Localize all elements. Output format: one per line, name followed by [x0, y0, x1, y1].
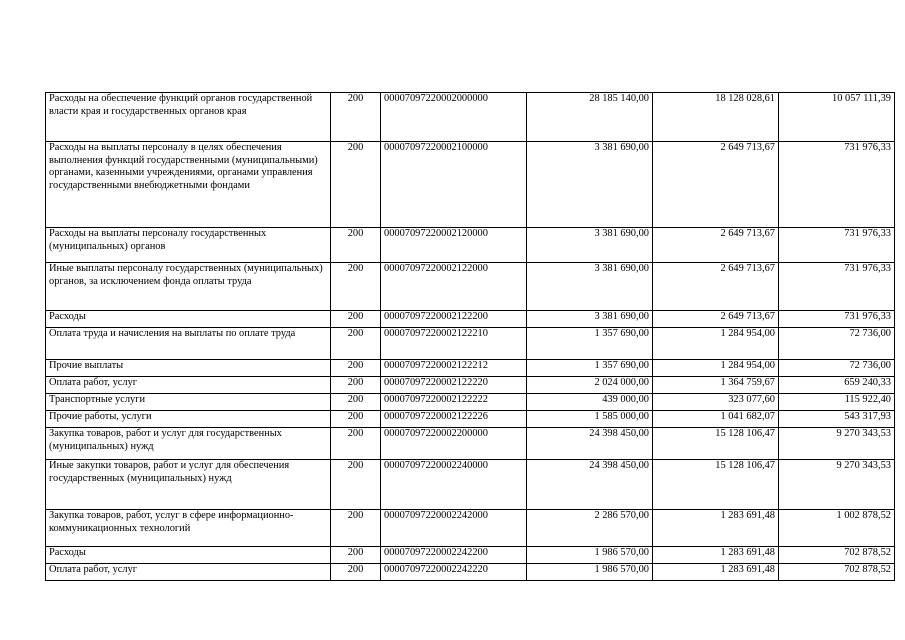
budget-code-cell: 00007097220002200000 [381, 428, 527, 460]
approved-amount-cell: 3 381 690,00 [527, 228, 653, 263]
approved-amount-cell: 439 000,00 [527, 394, 653, 411]
executed-amount-cell: 18 128 028,61 [653, 93, 779, 142]
line-code-cell: 200 [331, 460, 381, 510]
executed-amount-cell: 2 649 713,67 [653, 311, 779, 328]
line-code-cell: 200 [331, 564, 381, 581]
table-row [46, 360, 895, 377]
line-code-cell: 200 [331, 328, 381, 360]
table-row [46, 311, 895, 328]
unexecuted-amount-cell: 731 976,33 [779, 142, 895, 228]
executed-amount-cell: 15 128 106,47 [653, 460, 779, 510]
table-row [46, 228, 895, 263]
approved-amount-cell: 24 398 450,00 [527, 428, 653, 460]
expense-name-cell: Расходы на выплаты персоналу государственных (муниципальных) органов [46, 228, 331, 263]
approved-amount-cell: 2 286 570,00 [527, 510, 653, 547]
executed-amount-cell: 1 283 691,48 [653, 564, 779, 581]
budget-code-cell: 00007097220002000000 [381, 93, 527, 142]
table-row [46, 547, 895, 564]
expense-name-cell: Закупка товаров, работ, услуг в сфере информационно-коммуникационных технологий [46, 510, 331, 547]
executed-amount-cell: 15 128 106,47 [653, 428, 779, 460]
budget-code-cell: 00007097220002120000 [381, 228, 527, 263]
expense-name-cell: Расходы [46, 547, 331, 564]
expense-name-cell: Оплата работ, услуг [46, 564, 331, 581]
budget-code-cell: 00007097220002242000 [381, 510, 527, 547]
expense-name-cell: Прочие выплаты [46, 360, 331, 377]
expense-name-cell: Расходы на выплаты персоналу в целях обеспечения выполнения функций государственными (муниципальными) органами, казенными учреждениями, органами управления государственными внебюджетными фондами [46, 142, 331, 228]
approved-amount-cell: 28 185 140,00 [527, 93, 653, 142]
approved-amount-cell: 24 398 450,00 [527, 460, 653, 510]
executed-amount-cell: 1 284 954,00 [653, 328, 779, 360]
unexecuted-amount-cell: 702 878,52 [779, 564, 895, 581]
table-row [46, 394, 895, 411]
table-row [46, 564, 895, 581]
unexecuted-amount-cell: 659 240,33 [779, 377, 895, 394]
expense-name-cell: Оплата работ, услуг [46, 377, 331, 394]
unexecuted-amount-cell: 10 057 111,39 [779, 93, 895, 142]
budget-code-cell: 00007097220002122220 [381, 377, 527, 394]
table-body [46, 93, 895, 581]
line-code-cell: 200 [331, 377, 381, 394]
expense-name-cell: Закупка товаров, работ и услуг для государственных (муниципальных) нужд [46, 428, 331, 460]
budget-execution-table [45, 92, 895, 581]
unexecuted-amount-cell: 9 270 343,53 [779, 428, 895, 460]
unexecuted-amount-cell: 731 976,33 [779, 311, 895, 328]
budget-code-cell: 00007097220002100000 [381, 142, 527, 228]
approved-amount-cell: 3 381 690,00 [527, 142, 653, 228]
unexecuted-amount-cell: 72 736,00 [779, 360, 895, 377]
unexecuted-amount-cell: 731 976,33 [779, 228, 895, 263]
executed-amount-cell: 323 077,60 [653, 394, 779, 411]
table-row [46, 460, 895, 510]
line-code-cell: 200 [331, 311, 381, 328]
executed-amount-cell: 1 364 759,67 [653, 377, 779, 394]
table-row [46, 142, 895, 228]
table-row [46, 510, 895, 547]
expense-name-cell: Расходы на обеспечение функций органов государственной власти края и государственных органов края [46, 93, 331, 142]
executed-amount-cell: 1 283 691,48 [653, 547, 779, 564]
unexecuted-amount-cell: 9 270 343,53 [779, 460, 895, 510]
unexecuted-amount-cell: 72 736,00 [779, 328, 895, 360]
executed-amount-cell: 1 283 691,48 [653, 510, 779, 547]
table-row [46, 428, 895, 460]
approved-amount-cell: 1 986 570,00 [527, 564, 653, 581]
line-code-cell: 200 [331, 142, 381, 228]
table-row [46, 263, 895, 311]
unexecuted-amount-cell: 1 002 878,52 [779, 510, 895, 547]
table-row [46, 411, 895, 428]
budget-code-cell: 00007097220002242220 [381, 564, 527, 581]
executed-amount-cell: 2 649 713,67 [653, 263, 779, 311]
executed-amount-cell: 2 649 713,67 [653, 142, 779, 228]
expense-name-cell: Иные закупки товаров, работ и услуг для обеспечения государственных (муниципальных) нужд [46, 460, 331, 510]
budget-code-cell: 00007097220002122210 [381, 328, 527, 360]
approved-amount-cell: 2 024 000,00 [527, 377, 653, 394]
budget-code-cell: 00007097220002122000 [381, 263, 527, 311]
budget-code-cell: 00007097220002240000 [381, 460, 527, 510]
expense-name-cell: Расходы [46, 311, 331, 328]
line-code-cell: 200 [331, 228, 381, 263]
unexecuted-amount-cell: 115 922,40 [779, 394, 895, 411]
line-code-cell: 200 [331, 394, 381, 411]
approved-amount-cell: 1 585 000,00 [527, 411, 653, 428]
approved-amount-cell: 3 381 690,00 [527, 263, 653, 311]
executed-amount-cell: 1 284 954,00 [653, 360, 779, 377]
line-code-cell: 200 [331, 428, 381, 460]
line-code-cell: 200 [331, 263, 381, 311]
unexecuted-amount-cell: 731 976,33 [779, 263, 895, 311]
line-code-cell: 200 [331, 93, 381, 142]
budget-code-cell: 00007097220002242200 [381, 547, 527, 564]
expense-name-cell: Прочие работы, услуги [46, 411, 331, 428]
approved-amount-cell: 1 357 690,00 [527, 328, 653, 360]
approved-amount-cell: 3 381 690,00 [527, 311, 653, 328]
budget-code-cell: 00007097220002122212 [381, 360, 527, 377]
executed-amount-cell: 2 649 713,67 [653, 228, 779, 263]
budget-code-cell: 00007097220002122200 [381, 311, 527, 328]
unexecuted-amount-cell: 702 878,52 [779, 547, 895, 564]
budget-code-cell: 00007097220002122226 [381, 411, 527, 428]
line-code-cell: 200 [331, 510, 381, 547]
approved-amount-cell: 1 357 690,00 [527, 360, 653, 377]
executed-amount-cell: 1 041 682,07 [653, 411, 779, 428]
approved-amount-cell: 1 986 570,00 [527, 547, 653, 564]
expense-name-cell: Иные выплаты персоналу государственных (муниципальных) органов, за исключением фонда оплаты труда [46, 263, 331, 311]
expense-name-cell: Оплата труда и начисления на выплаты по оплате труда [46, 328, 331, 360]
table-row [46, 377, 895, 394]
line-code-cell: 200 [331, 547, 381, 564]
table-row [46, 93, 895, 142]
table-row [46, 328, 895, 360]
budget-code-cell: 00007097220002122222 [381, 394, 527, 411]
expense-name-cell: Транспортные услуги [46, 394, 331, 411]
line-code-cell: 200 [331, 411, 381, 428]
line-code-cell: 200 [331, 360, 381, 377]
unexecuted-amount-cell: 543 317,93 [779, 411, 895, 428]
